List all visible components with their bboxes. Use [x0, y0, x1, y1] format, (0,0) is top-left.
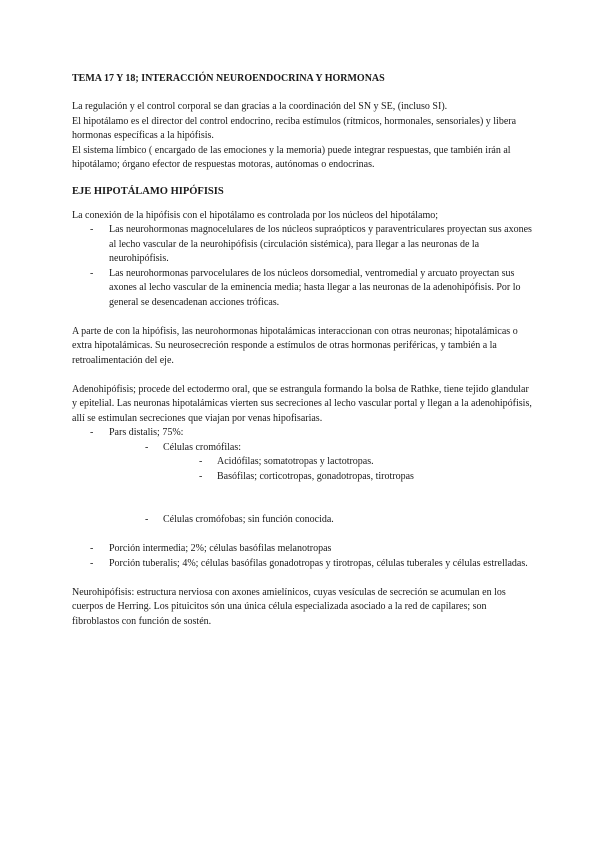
list-item: [163, 455, 532, 470]
adenohypophysis-paragraph: Adenohipófisis; procede del ectodermo oral, que se estrangula formando la bolsa de Rathke, tiene tejido glandular y epitelial. Las neuronas hipotalámicas vierten sus secreciones al lecho vascular portal y llegan a la adenohipófisis, allí se estimulan secreciones que viajan por venas hipofisarias.: [72, 383, 532, 424]
list-item: [72, 267, 532, 311]
dash-bullet: -: [145, 441, 149, 453]
list-item-text: Las neurohormonas magnocelulares de los núcleos supraópticos y paraventriculares proyectan sus axones al lecho vascular de la neurohipófisis (circulación sistémica), para llegar a las neuronas de la neurohipófisis.: [109, 224, 532, 264]
list-item: [109, 513, 532, 528]
dash-bullet: -: [199, 470, 203, 482]
list-item: [72, 223, 532, 267]
list-item-text: Basófilas; corticotropas, gonadotropas, tirotropas: [217, 470, 414, 482]
list-item: [72, 426, 532, 542]
section-heading: EJE HIPOTÁLAMO HIPÓFISIS: [72, 185, 224, 197]
list-item-text: Células cromófilas:: [163, 441, 242, 453]
dash-bullet: -: [199, 456, 203, 467]
dash-bullet: -: [90, 224, 94, 235]
connection-intro: La conexión de la hipófisis con el hipotálamo es controlada por los núcleos del hipotálamo;: [72, 209, 439, 221]
dash-bullet: -: [90, 557, 94, 569]
list-item: [163, 470, 532, 485]
sublist: [163, 455, 532, 484]
sublist: [109, 513, 532, 528]
intro-paragraph: La regulación y el control corporal se dan gracias a la coordinación del SN y SE, (incluso SI).: [72, 101, 448, 112]
connection-list: [72, 223, 532, 310]
dash-bullet: -: [90, 427, 94, 438]
dash-bullet: -: [90, 267, 94, 279]
list-item-text: Células cromófobas; sin función conocida.: [163, 514, 334, 525]
dash-bullet: -: [145, 514, 149, 525]
neurohypophysis-paragraph: Neurohipófisis: estructura nerviosa con axones amielínicos, cuyas vesículas de secreción se acumulan en los cuerpos de Herring. Los pituicitos són una única célula especializada asociado a la red de capilares; son fibroblastos con función de sostén.: [72, 586, 506, 627]
document-body: [72, 72, 532, 629]
hypothalamic-paragraph: A parte de con la hipófisis, las neurohormonas hipotalámicas interaccionan con otras neuronas; hipotalámicas o extra hipotalámicas. Su neurosecreción responde a estímulos de otras hormonas periféricas, y también a la retroalimentación del eje.: [72, 325, 518, 366]
dash-bullet: -: [90, 543, 94, 554]
list-item-text: Las neurohormonas parvocelulares de los núcleos dorsomedial, ventromedial y arcuato proyectan sus axones al lecho vascular de la eminencia media; hasta llegar a las neuronas de la adenohipófisis. Por lo general se desencadenan acciones tróficas.: [109, 267, 521, 308]
list-item-text: Acidófilas; somatotropas y lactotropas.: [217, 456, 374, 467]
intro-paragraph: El hipotálamo es el director del control endocrino, reciba estímulos (rítmicos, hormonales, sensoriales) y libera hormonas específicas a la hipófisis.: [72, 115, 517, 141]
sublist: [109, 441, 532, 485]
list-item-text: Pars distalis; 75%:: [109, 427, 184, 438]
list-item-text: Porción tuberalis; 4%; células basófilas gonadotropas y tirotropas, células tuberales y células estrelladas.: [109, 557, 528, 569]
list-item-text: Porción intermedia; 2%; células basófilas melanotropas: [109, 543, 332, 554]
list-item: [72, 542, 532, 557]
intro-paragraph: El sistema límbico ( encargado de las emociones y la memoria) puede integrar respuestas, que también irán al hipotálamo; órgano efector de respuestas motoras, autónomas o endocrinas.: [72, 144, 511, 170]
intro-block: [72, 100, 532, 173]
adenohypophysis-list: [72, 426, 532, 571]
document-title: TEMA 17 Y 18; INTERACCIÓN NEUROENDOCRINA Y HORMONAS: [72, 73, 385, 84]
list-item: [72, 557, 532, 572]
list-item: [109, 441, 532, 485]
